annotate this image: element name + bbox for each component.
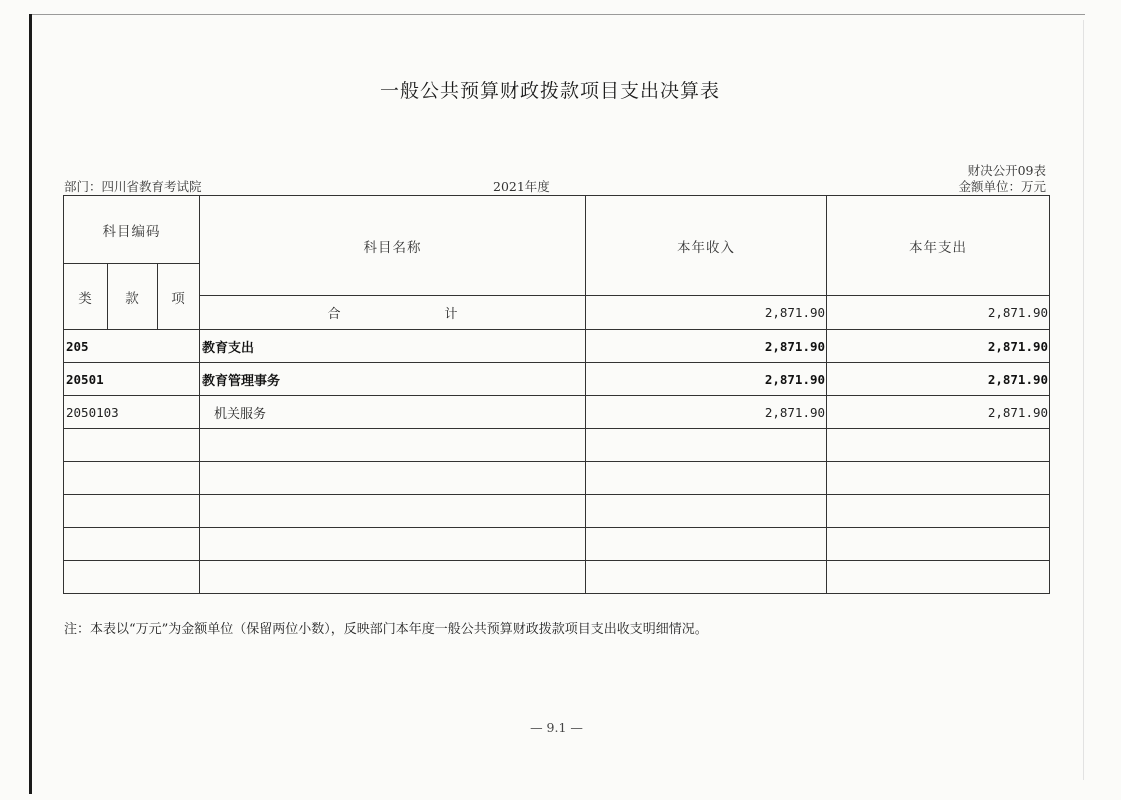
table-row — [64, 363, 1050, 396]
scan-edge-top — [30, 14, 1085, 15]
header-row — [64, 196, 1050, 264]
empty-cell — [200, 462, 586, 495]
empty-row — [64, 528, 1050, 561]
empty-cell — [200, 429, 586, 462]
empty-cell — [827, 429, 1050, 462]
empty-cell — [827, 462, 1050, 495]
row-code: 20501 — [64, 363, 200, 396]
department-label: 部门：四川省教育考试院 — [64, 179, 202, 194]
header-item: 项 — [158, 264, 200, 330]
page-number: — 9.1 — — [530, 720, 583, 735]
total-expense: 2,871.90 — [827, 296, 1050, 330]
empty-row — [64, 561, 1050, 594]
table-row — [64, 330, 1050, 363]
empty-cell — [586, 495, 827, 528]
fiscal-year: 2021年度 — [493, 179, 550, 194]
header-section: 款 — [108, 264, 158, 330]
row-expense: 2,871.90 — [827, 330, 1050, 363]
empty-cell — [200, 528, 586, 561]
currency-unit: 金额单位：万元 — [958, 179, 1046, 194]
page-title: 一般公共预算财政拨款项目支出决算表 — [379, 80, 720, 102]
empty-row — [64, 429, 1050, 462]
header-subject-code: 科目编码 — [64, 196, 200, 264]
row-income: 2,871.90 — [586, 330, 827, 363]
empty-cell — [64, 561, 200, 594]
empty-cell — [586, 561, 827, 594]
empty-cell — [64, 462, 200, 495]
total-income: 2,871.90 — [586, 296, 827, 330]
empty-cell — [586, 462, 827, 495]
row-expense: 2,871.90 — [827, 363, 1050, 396]
row-income: 2,871.90 — [586, 363, 827, 396]
scan-edge-left — [29, 14, 32, 794]
total-row — [64, 296, 1050, 330]
table-row — [64, 396, 1050, 429]
row-income: 2,871.90 — [586, 396, 827, 429]
header-expense: 本年支出 — [827, 196, 1050, 296]
row-code: 205 — [64, 330, 200, 363]
row-name: 教育管理事务 — [200, 363, 586, 396]
row-name: 教育支出 — [200, 330, 586, 363]
scan-edge-right — [1083, 20, 1084, 780]
empty-cell — [200, 495, 586, 528]
empty-cell — [64, 495, 200, 528]
header-income: 本年收入 — [586, 196, 827, 296]
header-class: 类 — [64, 264, 108, 330]
empty-row — [64, 462, 1050, 495]
table-number: 财决公开09表 — [967, 163, 1046, 178]
empty-row — [64, 495, 1050, 528]
empty-cell — [64, 528, 200, 561]
row-name: 机关服务 — [200, 396, 586, 429]
empty-cell — [586, 528, 827, 561]
empty-cell — [827, 561, 1050, 594]
empty-cell — [200, 561, 586, 594]
row-expense: 2,871.90 — [827, 396, 1050, 429]
empty-cell — [827, 528, 1050, 561]
footnote: 注：本表以“万元”为金额单位（保留两位小数），反映部门本年度一般公共预算财政拨款项目支出收支明细情况。 — [64, 622, 708, 637]
empty-cell — [827, 495, 1050, 528]
header-subject-name: 科目名称 — [200, 196, 586, 296]
total-label — [200, 296, 586, 330]
expenditure-table — [63, 195, 1050, 594]
empty-cell — [64, 429, 200, 462]
empty-cell — [586, 429, 827, 462]
total-label-text: 合计 — [327, 307, 458, 322]
row-code: 2050103 — [64, 396, 200, 429]
